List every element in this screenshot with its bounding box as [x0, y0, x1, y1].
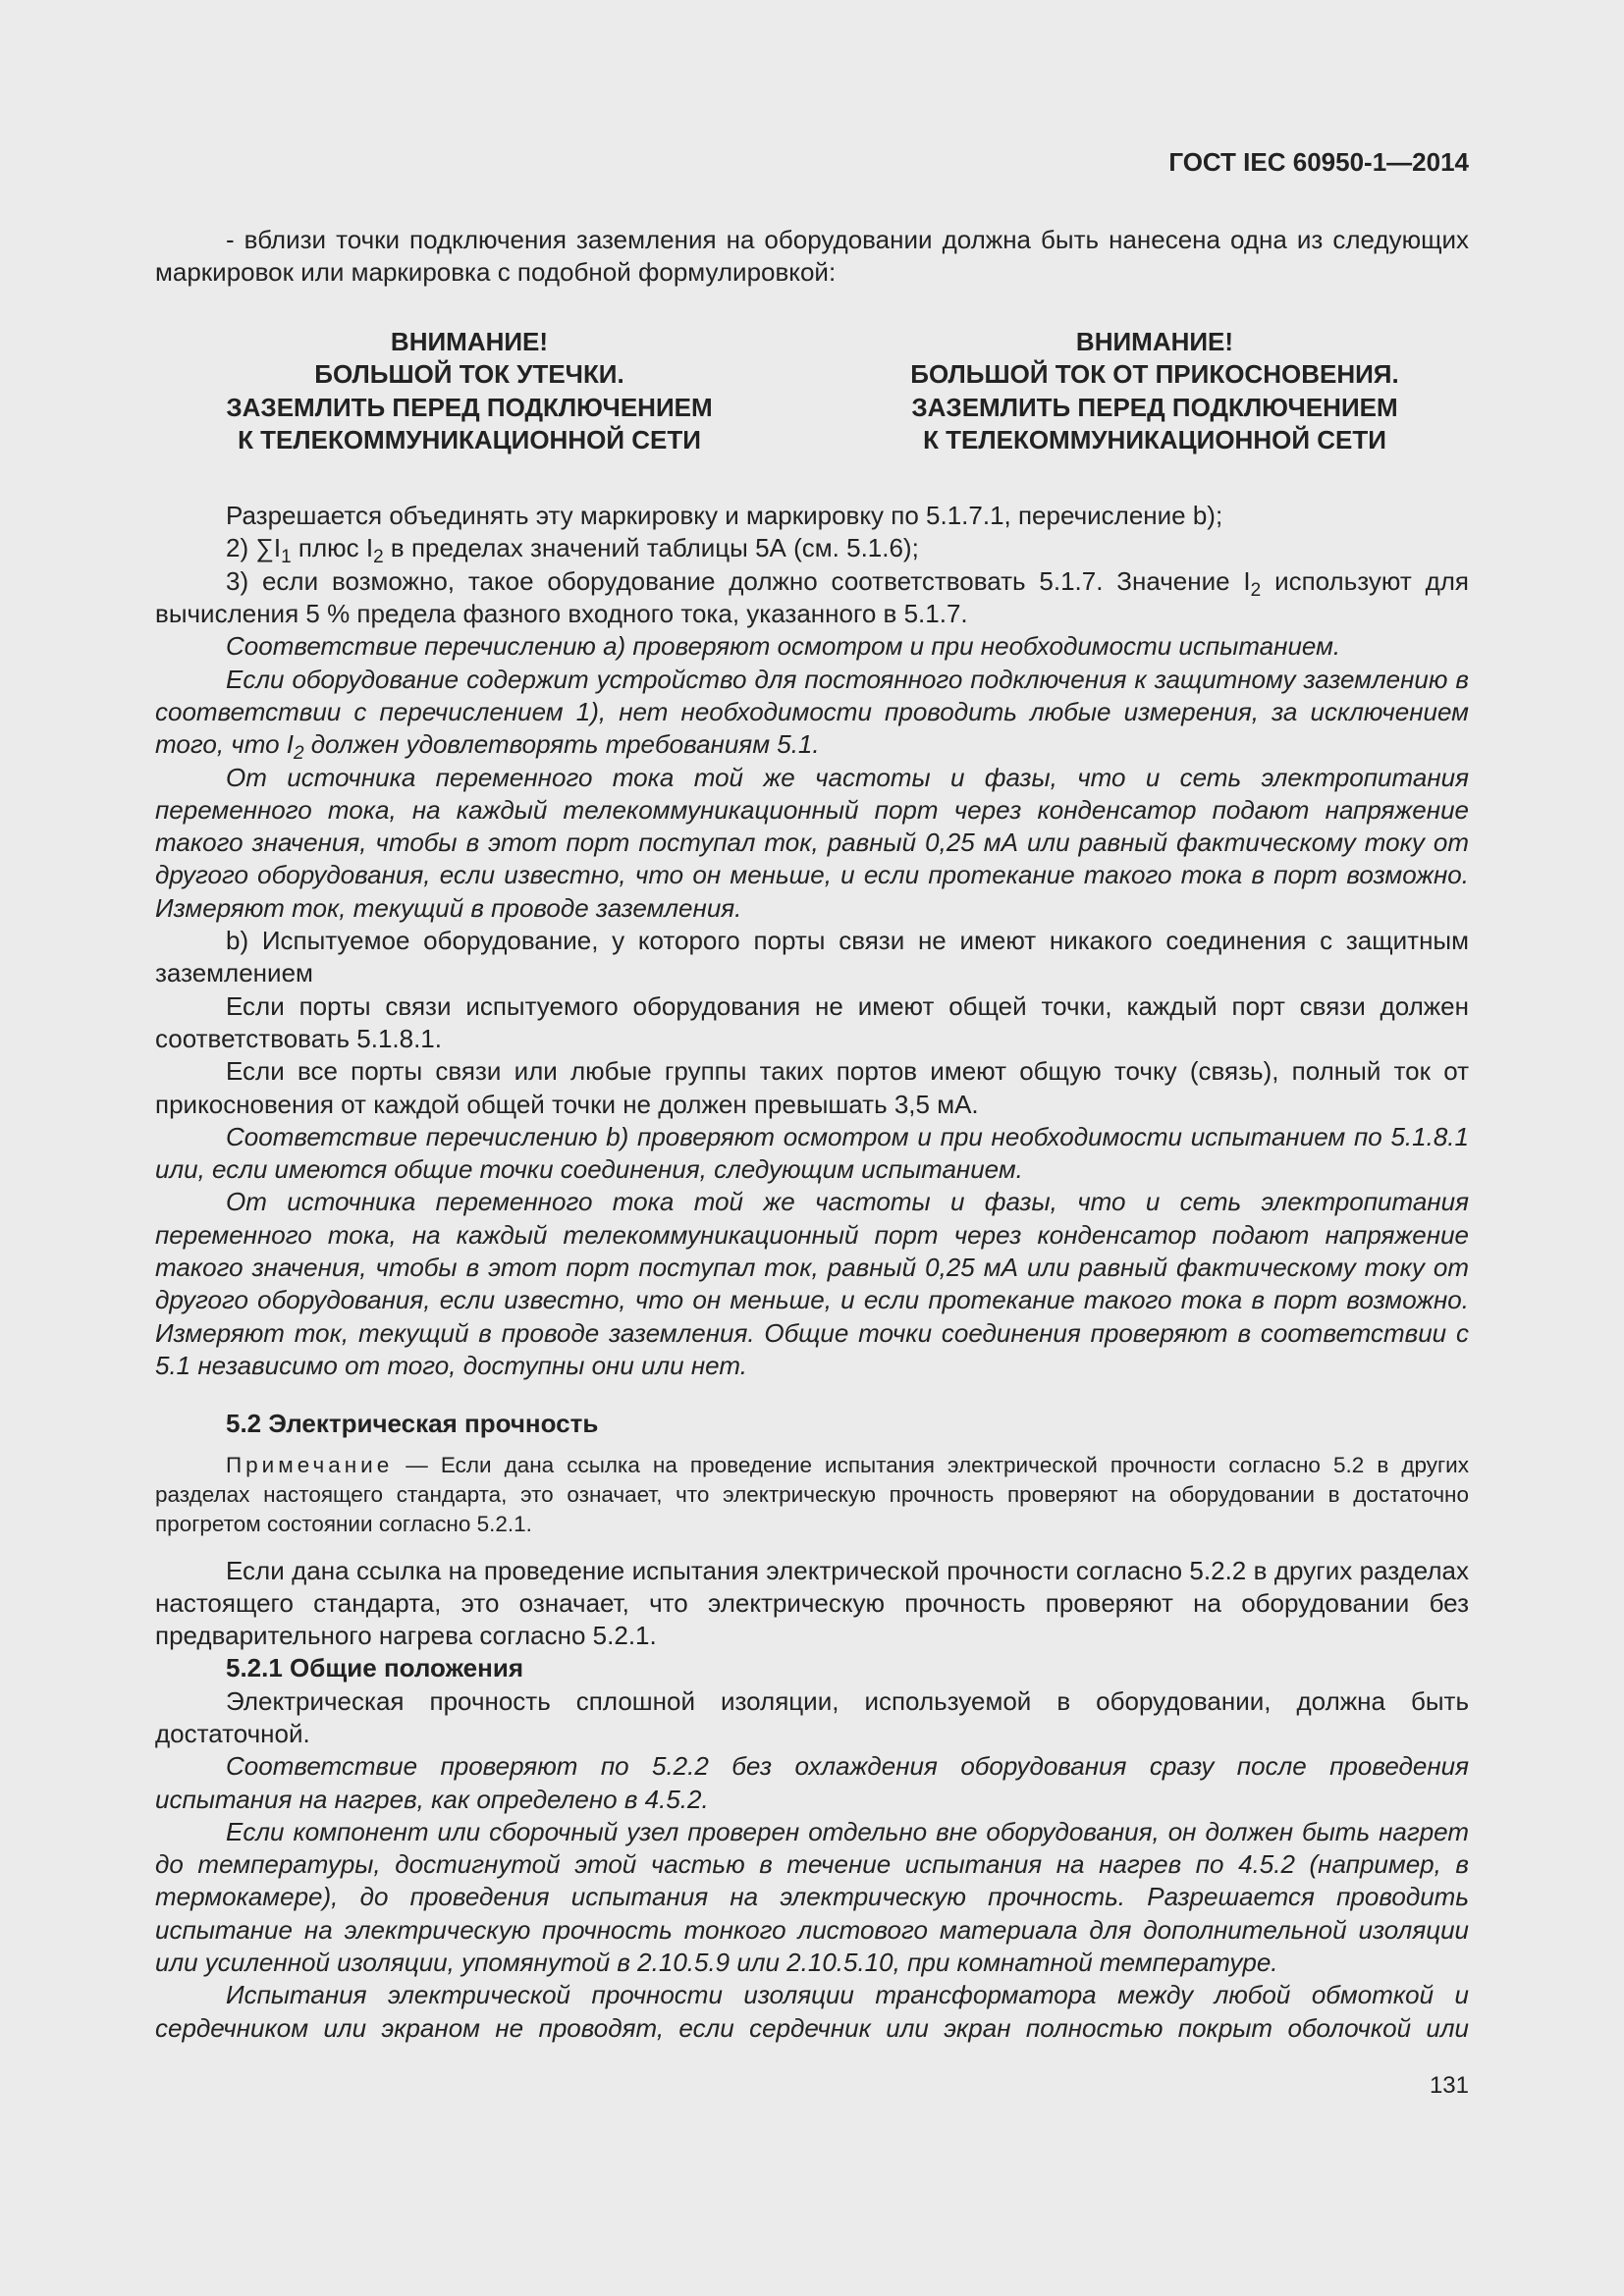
- paragraph: Если все порты связи или любые группы таких портов имеют общую точку (связь), полный ток от прикосновения от каждой общей точки не должен превышать 3,5 мА.: [155, 1056, 1469, 1119]
- paragraph: Если компонент или сборочный узел проверен отдельно вне оборудования, он должен быть нагрет до температуры, достигнутой этой частью в течение испытания на нагрев по 4.5.2 (например, в термокамере), до проведения испытания на электрическую прочность. Разрешается проводить испытание на электрическую прочность тонкого листового материала для дополнительной изоляции или усиленной изоляции, упомянутой в 2.10.5.9 или 2.10.5.10, при комнатной температуре.: [155, 1816, 1469, 1978]
- compliance-a: Соответствие перечислению а) проверяют осмотром и при необходимости испытанием.: [226, 631, 1341, 662]
- paragraph: Если дана ссылка на проведение испытания электрической прочности согласно 5.2.2 в других разделах настоящего стандарта, это означает, что электрическую прочность проверяют на оборудовании без предварительного нагрева согласно 5.2.1.: [155, 1555, 1469, 1651]
- warning-line: ЗАЗЕМЛИТЬ ПЕРЕД ПОДКЛЮЧЕНИЕМ: [226, 392, 713, 422]
- warning-line: БОЛЬШОЙ ТОК УТЕЧКИ.: [314, 359, 624, 390]
- warning-line: БОЛЬШОЙ ТОК ОТ ПРИКОСНОВЕНИЯ.: [910, 359, 1399, 390]
- warning-label-leakage: [155, 326, 784, 456]
- paragraph: Разрешается объединять эту маркировку и маркировку по 5.1.7.1, перечисление b);: [226, 501, 1223, 531]
- page-body: [155, 224, 1469, 2045]
- note-label: Примечание: [226, 1452, 394, 1477]
- note-text: — Если дана ссылка на проведение испытания электрической прочности согласно 5.2 в других разделах настоящего стандарта, это означает, что электрическую прочность проверяют на оборудовании в достаточно прогретом состоянии согласно 5.2.1.: [155, 1452, 1469, 1536]
- paragraph-item-3: 3) если возможно, такое оборудование должно соответствовать 5.1.7. Значение $I_2$ используют для вычисления 5 % предела фазного входного тока, указанного в 5.1.7.: [155, 565, 1469, 629]
- warning-labels: [155, 326, 1469, 456]
- warning-line: К ТЕЛЕКОММУНИКАЦИОННОЙ СЕТИ: [923, 424, 1386, 454]
- subsection-heading: 5.2.1 Общие положения: [226, 1653, 523, 1683]
- warning-line: К ТЕЛЕКОММУНИКАЦИОННОЙ СЕТИ: [238, 424, 701, 454]
- warning-line: ВНИМАНИЕ!: [1075, 327, 1234, 356]
- paragraph-item-b: b) Испытуемое оборудование, у которого порты связи не имеют никакого соединения с защитным заземлением: [155, 926, 1469, 988]
- intro-paragraph: - вблизи точки подключения заземления на оборудовании должна быть нанесена одна из следующих маркировок или маркировка с подобной формулировкой:: [155, 225, 1469, 288]
- note: [155, 1451, 1469, 1539]
- compliance-b: Соответствие перечислению b) проверяют осмотром и при необходимости испытанием по 5.1.8.1 или, если имеются общие точки соединения, следующим испытанием.: [155, 1121, 1469, 1185]
- test-procedure: От источника переменного тока той же частоты и фазы, что и сеть электропитания переменного тока, на каждый телекоммуникационный порт через конденсатор подают напряжение такого значения, чтобы в этот порт поступал ток, равный 0,25 мА или равный фактическому току от другого оборудования, если известно, что он меньше, и если протекание такого тока в порт возможно. Измеряют ток, текущий в проводе заземления.: [155, 762, 1469, 923]
- paragraph: Испытания электрической прочности изоляции трансформатора между любой обмоткой и сердечником или экраном не проводят, если сердечник или экран полностью покрыт оболочкой или: [155, 1980, 1469, 2043]
- section-heading: 5.2 Электрическая прочность: [226, 1409, 599, 1439]
- paragraph: Если оборудование содержит устройство для постоянного подключения к защитному заземлению в соответствии с перечислением 1), нет необходимости проводить любые измерения, за исключением того, что $I_2$ должен удовлетворять требованиям 5.1.: [155, 664, 1469, 765]
- paragraph: Если порты связи испытуемого оборудования не имеют общей точки, каждый порт связи должен соответствовать 5.1.8.1.: [155, 990, 1469, 1053]
- page-header: ГОСТ IEC 60950-1—2014: [1168, 147, 1469, 177]
- test-procedure: От источника переменного тока той же частоты и фазы, что и сеть электропитания переменного тока, на каждый телекоммуникационный порт через конденсатор подают напряжение такого значения, чтобы в этот порт поступал ток, равный 0,25 мА или равный фактическому току от другого оборудования, если известно, что он меньше, и если протекание такого тока в порт возможно. Измеряют ток, текущий в проводе заземления. Общие точки соединения проверяют в соответствии с 5.1 независимо от того, доступны они или нет.: [155, 1187, 1469, 1380]
- page-number: 131: [1429, 2072, 1469, 2099]
- warning-label-touch: [840, 326, 1469, 456]
- warning-line: ЗАЗЕМЛИТЬ ПЕРЕД ПОДКЛЮЧЕНИЕМ: [911, 392, 1398, 422]
- paragraph-item-2: 2) $\sum I_1$ плюс $I_2$ в пределах значений таблицы 5А (см. 5.1.6);: [226, 533, 919, 568]
- warning-line: ВНИМАНИЕ!: [390, 327, 549, 356]
- paragraph: Электрическая прочность сплошной изоляции, используемой в оборудовании, должна быть достаточной.: [155, 1685, 1469, 1748]
- compliance-paragraph: Соответствие проверяют по 5.2.2 без охлаждения оборудования сразу после проведения испытания на нагрев, как определено в 4.5.2.: [155, 1751, 1469, 1814]
